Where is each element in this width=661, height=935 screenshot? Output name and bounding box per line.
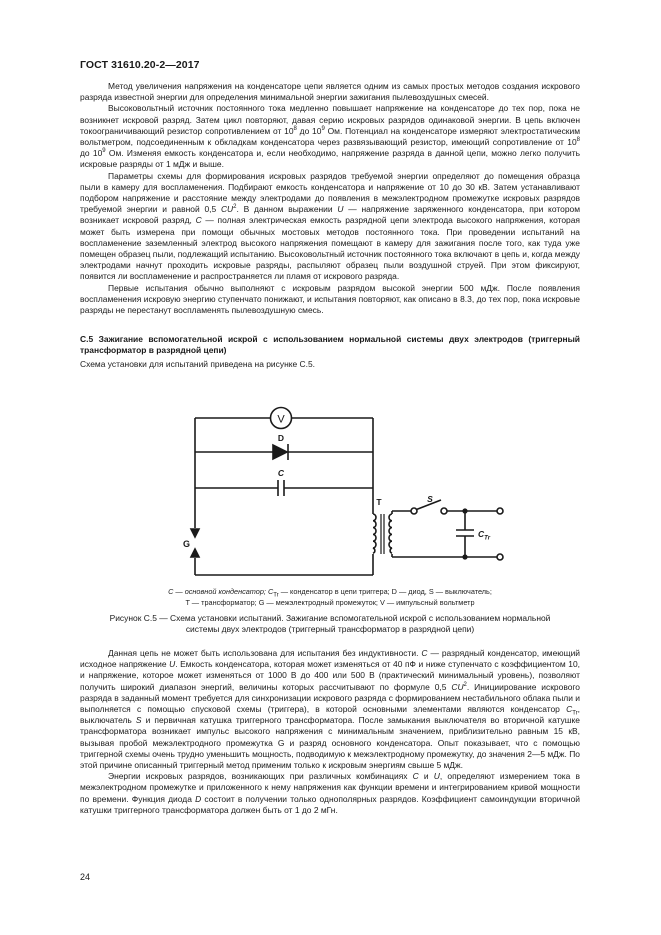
diode-symbol: [273, 445, 287, 459]
paragraph: Энергии искровых разрядов, возникающих при различных комбинациях C и U, определяют измерением тока в межэлектродном промежутке и приложенного к нему напряжения как функции времени и интегрированием кривой мощности по времени. Функция диода D состоит в получении только однополярных разрядов. Коэффициент самоиндукции вторичной катушки триггерного трансформатора должен быть от 1 до 2 мГн.: [80, 771, 580, 815]
transformer-primary-coil: [389, 514, 392, 553]
terminal: [497, 554, 503, 560]
section-title: С.5 Зажигание вспомогательной искрой с использованием нормальной системы двух электродов (триггерный трансформатор в разрядной цепи): [80, 334, 580, 356]
paragraph: Метод увеличения напряжения на конденсаторе цепи является одним из самых простых методов создания искрового разряда известной энергии для определения минимальной энергии зажигания пылевоздушных смесей.: [80, 81, 580, 103]
section-intro: Схема установки для испытаний приведена на рисунке С.5.: [80, 359, 316, 370]
voltmeter-label: V: [277, 413, 285, 426]
document-header: ГОСТ 31610.20-2—2017: [80, 59, 200, 71]
electrode-upper: [191, 529, 199, 537]
transformer-label: T: [376, 497, 382, 507]
text-block-2: [80, 648, 580, 816]
figure-legend: [100, 587, 560, 608]
junction-dot: [463, 555, 467, 559]
switch-terminal: [411, 508, 417, 514]
gap-label: G: [182, 539, 190, 549]
trigger-capacitor-label: $C_{Tr}$: [478, 529, 491, 542]
paragraph: Высоковольтный источник постоянного тока медленно повышает напряжение на конденсаторе до тех пор, пока не возникнет искровой разряд. Затем цикл повторяют, давая серию искровых разрядов одинаковой энергии. В цепь включен токоограничивающий резистор сопротивлением от $10^8$ до $10^9$ Ом. Потенциал на конденсаторе измеряют электростатическим вольтметром, подсоединенным к обкладкам конденсатора через развязывающий резистор, имеющий сопротивление от $10^8$ до $10^9$ Ом. Изменяя емкость конденсатора и, если необходимо, напряжение разряда в данной цепи, можно легко получить искровые разряды от 1 мДж и выше.: [80, 103, 581, 170]
junction-dot: [463, 509, 467, 513]
transformer-secondary-coil: [373, 514, 376, 553]
legend-line: T — трансформатор; G — межэлектродный промежуток; V — импульсный вольтметр: [185, 597, 475, 607]
legend-line: C — основной конденсатор; $C_{Tr}$ — конденсатор в цепи триггера; D — диод, S — выключатель;: [168, 587, 492, 599]
capacitor-label: C: [277, 468, 285, 478]
figure-caption: Рисунок С.5 — Схема установки испытаний. Зажигание вспомогательной искрой с использованием нормальной системы двух электродов (триггерный трансформатор в разрядной цепи): [109, 613, 551, 634]
switch-label: S: [427, 494, 433, 504]
paragraph: Первые испытания обычно выполняют с искровым разрядом высокой энергии 500 мДж. После появления воспламенения искровую энергию ступенчато понижают, и испытания повторяют, как описано в 8.3, до тех пор, пока искровые разряды не перестанут воспламенять пылевоздушную смесь.: [80, 282, 580, 316]
paragraph: Данная цепь не может быть использована для испытания без индуктивности. C — разрядный конденсатор, имеющий исходное напряжение U. Емкость конденсатора, которая может изменяться от 40 пФ и ниже ступенчато с коэффициентом 10, и напряжение, которое может изменяться от 1000 В до 400 или 500 В (практический минимальный уровень), позволяют получить широкий диапазон энергий, величины которых рассчитывают по формуле 0,5 $CU^2$. Инициирование искрового разряда в заданный момент требуется для синхронизации искрового разряда с формированием нестабильного облака пыли и выполняется с помощью спусковой схемы (триггера), в которой основными элементами являются конденсатор $C_{Tr}$, выключатель S и первичная катушка триггерного трансформатора. После замыкания выключателя во вторичной катушке трансформатора возникает импульс высокого напряжения с минимальным значением, приблизительно равным 15 кВ, вызывая пробой межэлектродного промежутка G и разряд основного конденсатора. Опыт показывает, что с помощью триггерной схемы очень трудно уменьшить мощность, подводимую к межэлектродному промежутку, до значения 2—5 мДж. По этой причине описанный триггерный метод применим только к искровым энергиям свыше 5 мДж.: [80, 648, 580, 771]
electrode-lower: [191, 549, 199, 557]
terminal: [497, 508, 503, 514]
switch-terminal: [441, 508, 447, 514]
page-number: 24: [80, 872, 91, 882]
diode-label: D: [277, 433, 285, 443]
paragraph: Параметры схемы для формирования искровых разрядов требуемой энергии определяют до помещения образца пыли в камеру для воспламенения. Подбирают емкость конденсатора и напряжение от 10 до 30 кВ. Затем устанавливают подбором напряжение и расстояние между электродами до появления в межэлектродном промежутке искровых разрядов требуемой энергии и равной 0,5 $CU^2$. В данном выражении U — напряжение заряженного конденсатора, при котором возникает искровой разряд, C — полная электрическая емкость разрядной цепи электрода высокого напряжения, которая может быть измерена при помощи обычных мостовых методов постоянного тока. При проведении испытаний на воспламенение заземленный электрод высокого напряжения помещают в камеру для зажигания после того, как туда уже помещен образец пыли, подлежащий испытанию. Высоковольтный источник постоянного тока включают в цепь и, когда между электродами начнут проходить искровые разряды, распыляют образец пыли воздушной струей. При этом фиксируют, появится ли воспламенение и распространяется ли пламя от искрового разряда.: [80, 170, 581, 282]
